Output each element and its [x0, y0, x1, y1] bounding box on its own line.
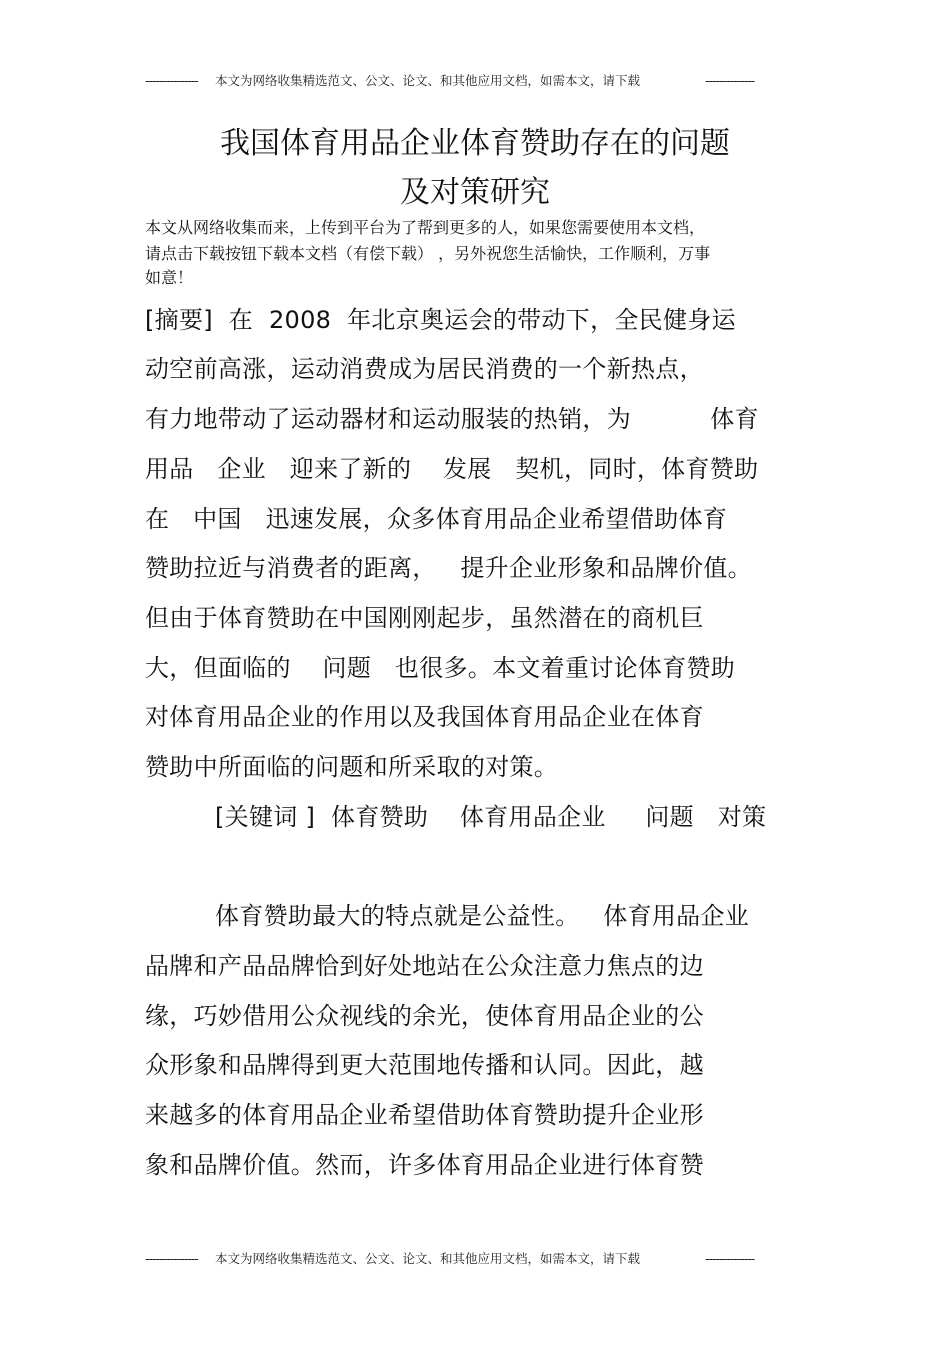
keywords: [关键词 ] 体育赞助 体育用品企业 问题 对策 — [215, 803, 767, 831]
body-line: 众形象和品牌得到更大范围地传播和认同。因此，越 — [145, 1051, 704, 1079]
body-line: 缘，巧妙借用公众视线的余光，使体育用品企业的公 — [145, 1002, 704, 1030]
abstract-line: 但由于体育赞助在中国刚刚起步，虽然潜在的商机巨 — [145, 604, 704, 632]
page-footer — [0, 1249, 950, 1269]
body-line: 品牌和产品品牌恰到好处地站在公众注意力焦点的边 — [145, 952, 704, 980]
footer-text: 本文为网络收集精选范文、公文、论文、和其他应用文档，如需本文，请下载 — [215, 1251, 641, 1266]
notice-line-1: 本文从网络收集而来，上传到平台为了帮到更多的人，如果您需要使用本文档， — [145, 218, 706, 237]
abstract-line: 有力地带动了运动器材和运动服装的热销，为 体育 — [145, 405, 759, 433]
abstract-line: 大，但面临的 问题 也很多。本文着重讨论体育赞助 — [145, 654, 736, 682]
abstract-line: 赞助拉近与消费者的距离， 提升企业形象和品牌价值。 — [145, 554, 752, 582]
body-line: 来越多的体育用品企业希望借助体育赞助提升企业形 — [145, 1101, 704, 1129]
notice-line-2: 请点击下载按钮下载本文档（有偿下载） ，另外祝您生活愉快，工作顺利，万事 — [145, 244, 711, 263]
body-line: 象和品牌价值。然而，许多体育用品企业进行体育赞 — [145, 1151, 704, 1179]
notice-line-3: 如意！ — [145, 268, 194, 287]
page-header — [0, 71, 950, 91]
footer-dashes-left: --------------- — [145, 1251, 198, 1266]
abstract-line: 对体育用品企业的作用以及我国体育用品企业在体育 — [145, 703, 704, 731]
title-line-2: 及对策研究 — [400, 175, 550, 210]
abstract-line: 用品 企业 迎来了新的 发展 契机，同时，体育赞助 — [145, 455, 759, 483]
body-line: 体育赞助最大的特点就是公益性。 体育用品企业 — [215, 902, 750, 930]
abstract-line: 赞助中所面临的问题和所采取的对策。 — [145, 753, 559, 781]
title-line-1: 我国体育用品企业体育赞助存在的问题 — [220, 126, 730, 161]
header-dashes-right: -------------- — [705, 73, 755, 88]
abstract-line: 在 中国 迅速发展，众多体育用品企业希望借助体育 — [145, 505, 728, 533]
abstract-line: [摘要] 在 2008 年北京奥运会的带动下，全民健身运 — [145, 306, 736, 334]
header-dashes-left: --------------- — [145, 73, 198, 88]
abstract-line: 动空前高涨，运动消费成为居民消费的一个新热点， — [145, 355, 704, 383]
header-text: 本文为网络收集精选范文、公文、论文、和其他应用文档，如需本文，请下载 — [215, 73, 641, 88]
footer-dashes-right: -------------- — [705, 1251, 755, 1266]
